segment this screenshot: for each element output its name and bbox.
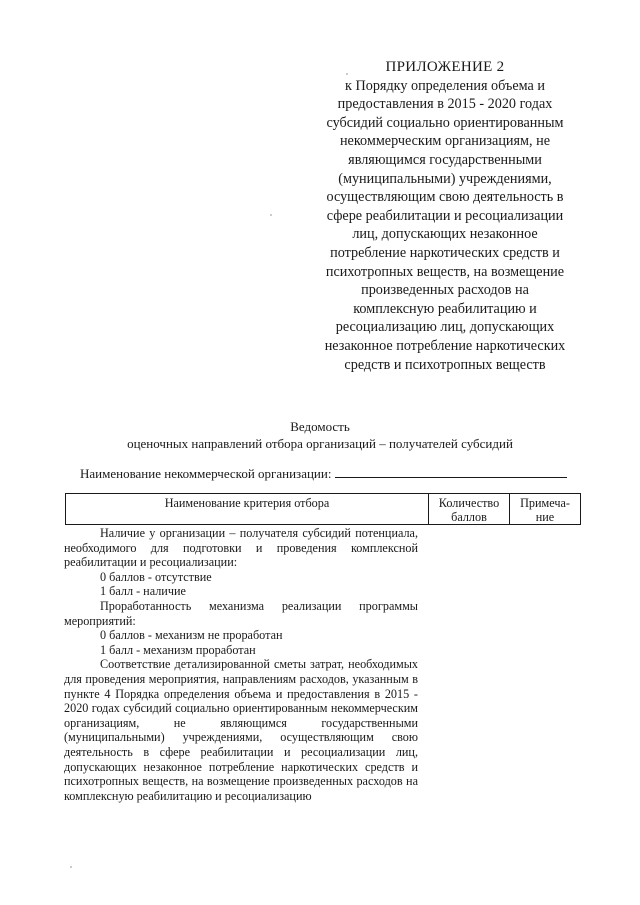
org-name-line xyxy=(80,464,580,482)
criteria-table-header xyxy=(65,493,581,525)
appendix-title: ПРИЛОЖЕНИЕ 2 xyxy=(385,59,505,75)
criterion-3-text: Соответствие детализированной сметы затрат, необходимых для проведения мероприятия, направлениям расходов, указанным в пункте 4 Порядка определения объема и предоставления в 2015 - 2020 годах субсидий социально ориентированным некоммерческим организациям, не являющимся государственными (муниципальными) учреждениями, осуществляющим свою деятельность в сфере реабилитации и ресоциализации лиц, допускающих незаконное потребление наркотических средств и психотропных веществ, на возмещение произведенных расходов на комплексную реабилитацию и ресоциализацию xyxy=(64,657,418,803)
appendix-line: произведенных расходов на xyxy=(361,282,529,299)
appendix-line: комплексную реабилитацию и xyxy=(353,300,537,317)
document-subtitle: оценочных направлений отбора организаций – получателей субсидий xyxy=(127,436,513,451)
criterion-column-header: Наименование критерия отбора xyxy=(66,494,429,525)
appendix-line: сфере реабилитации и ресоциализации xyxy=(326,207,564,224)
appendix-line: предоставления в 2015 - 2020 годах xyxy=(337,96,553,113)
document-title: Ведомость xyxy=(290,419,350,434)
appendix-line: ресоциализацию лиц, допускающих xyxy=(335,319,555,336)
appendix-line: психотропных веществ, на возмещение xyxy=(325,263,565,280)
scan-speck xyxy=(270,214,272,216)
scan-speck xyxy=(346,73,348,75)
appendix-line: некоммерческим организациям, не xyxy=(339,133,551,150)
criterion-1-option-0: 0 баллов - отсутствие xyxy=(100,569,212,584)
org-name-blank-field[interactable] xyxy=(335,464,567,478)
appendix-line: осуществляющим свою деятельность в xyxy=(326,189,564,206)
document-heading xyxy=(60,418,580,452)
appendix-line: средств и психотропных веществ xyxy=(344,356,546,373)
appendix-line: незаконное потребление наркотических xyxy=(324,337,566,354)
appendix-block xyxy=(300,58,590,374)
org-name-label: Наименование некоммерческой организации: xyxy=(80,466,332,481)
appendix-line: к Порядку определения объема и xyxy=(345,77,545,94)
criterion-2-option-1: 1 балл - механизм проработан xyxy=(100,642,256,657)
appendix-line: (муниципальными) учреждениями, xyxy=(338,170,552,187)
criterion-1-intro: Наличие у организации – получателя субсидий потенциала, необходимого для подготовки и проведения комплексной реабилитации и ресоциализации: xyxy=(64,526,419,570)
appendix-line: субсидий социально ориентированным xyxy=(326,114,564,131)
notes-column-header: Примеча- ние xyxy=(510,494,581,525)
appendix-line: потребление наркотических средств и xyxy=(330,244,560,261)
appendix-line: являющимся государственными xyxy=(348,151,542,168)
scan-speck xyxy=(70,866,72,868)
criterion-1-option-1: 1 балл - наличие xyxy=(100,584,186,599)
criteria-body xyxy=(64,526,418,803)
criterion-2-intro: Проработанность механизма реализации программы мероприятий: xyxy=(64,598,418,628)
appendix-line: лиц, допускающих незаконное xyxy=(352,226,538,243)
points-column-header: Количество баллов xyxy=(429,494,510,525)
criterion-2-option-0: 0 баллов - механизм не проработан xyxy=(100,628,283,643)
